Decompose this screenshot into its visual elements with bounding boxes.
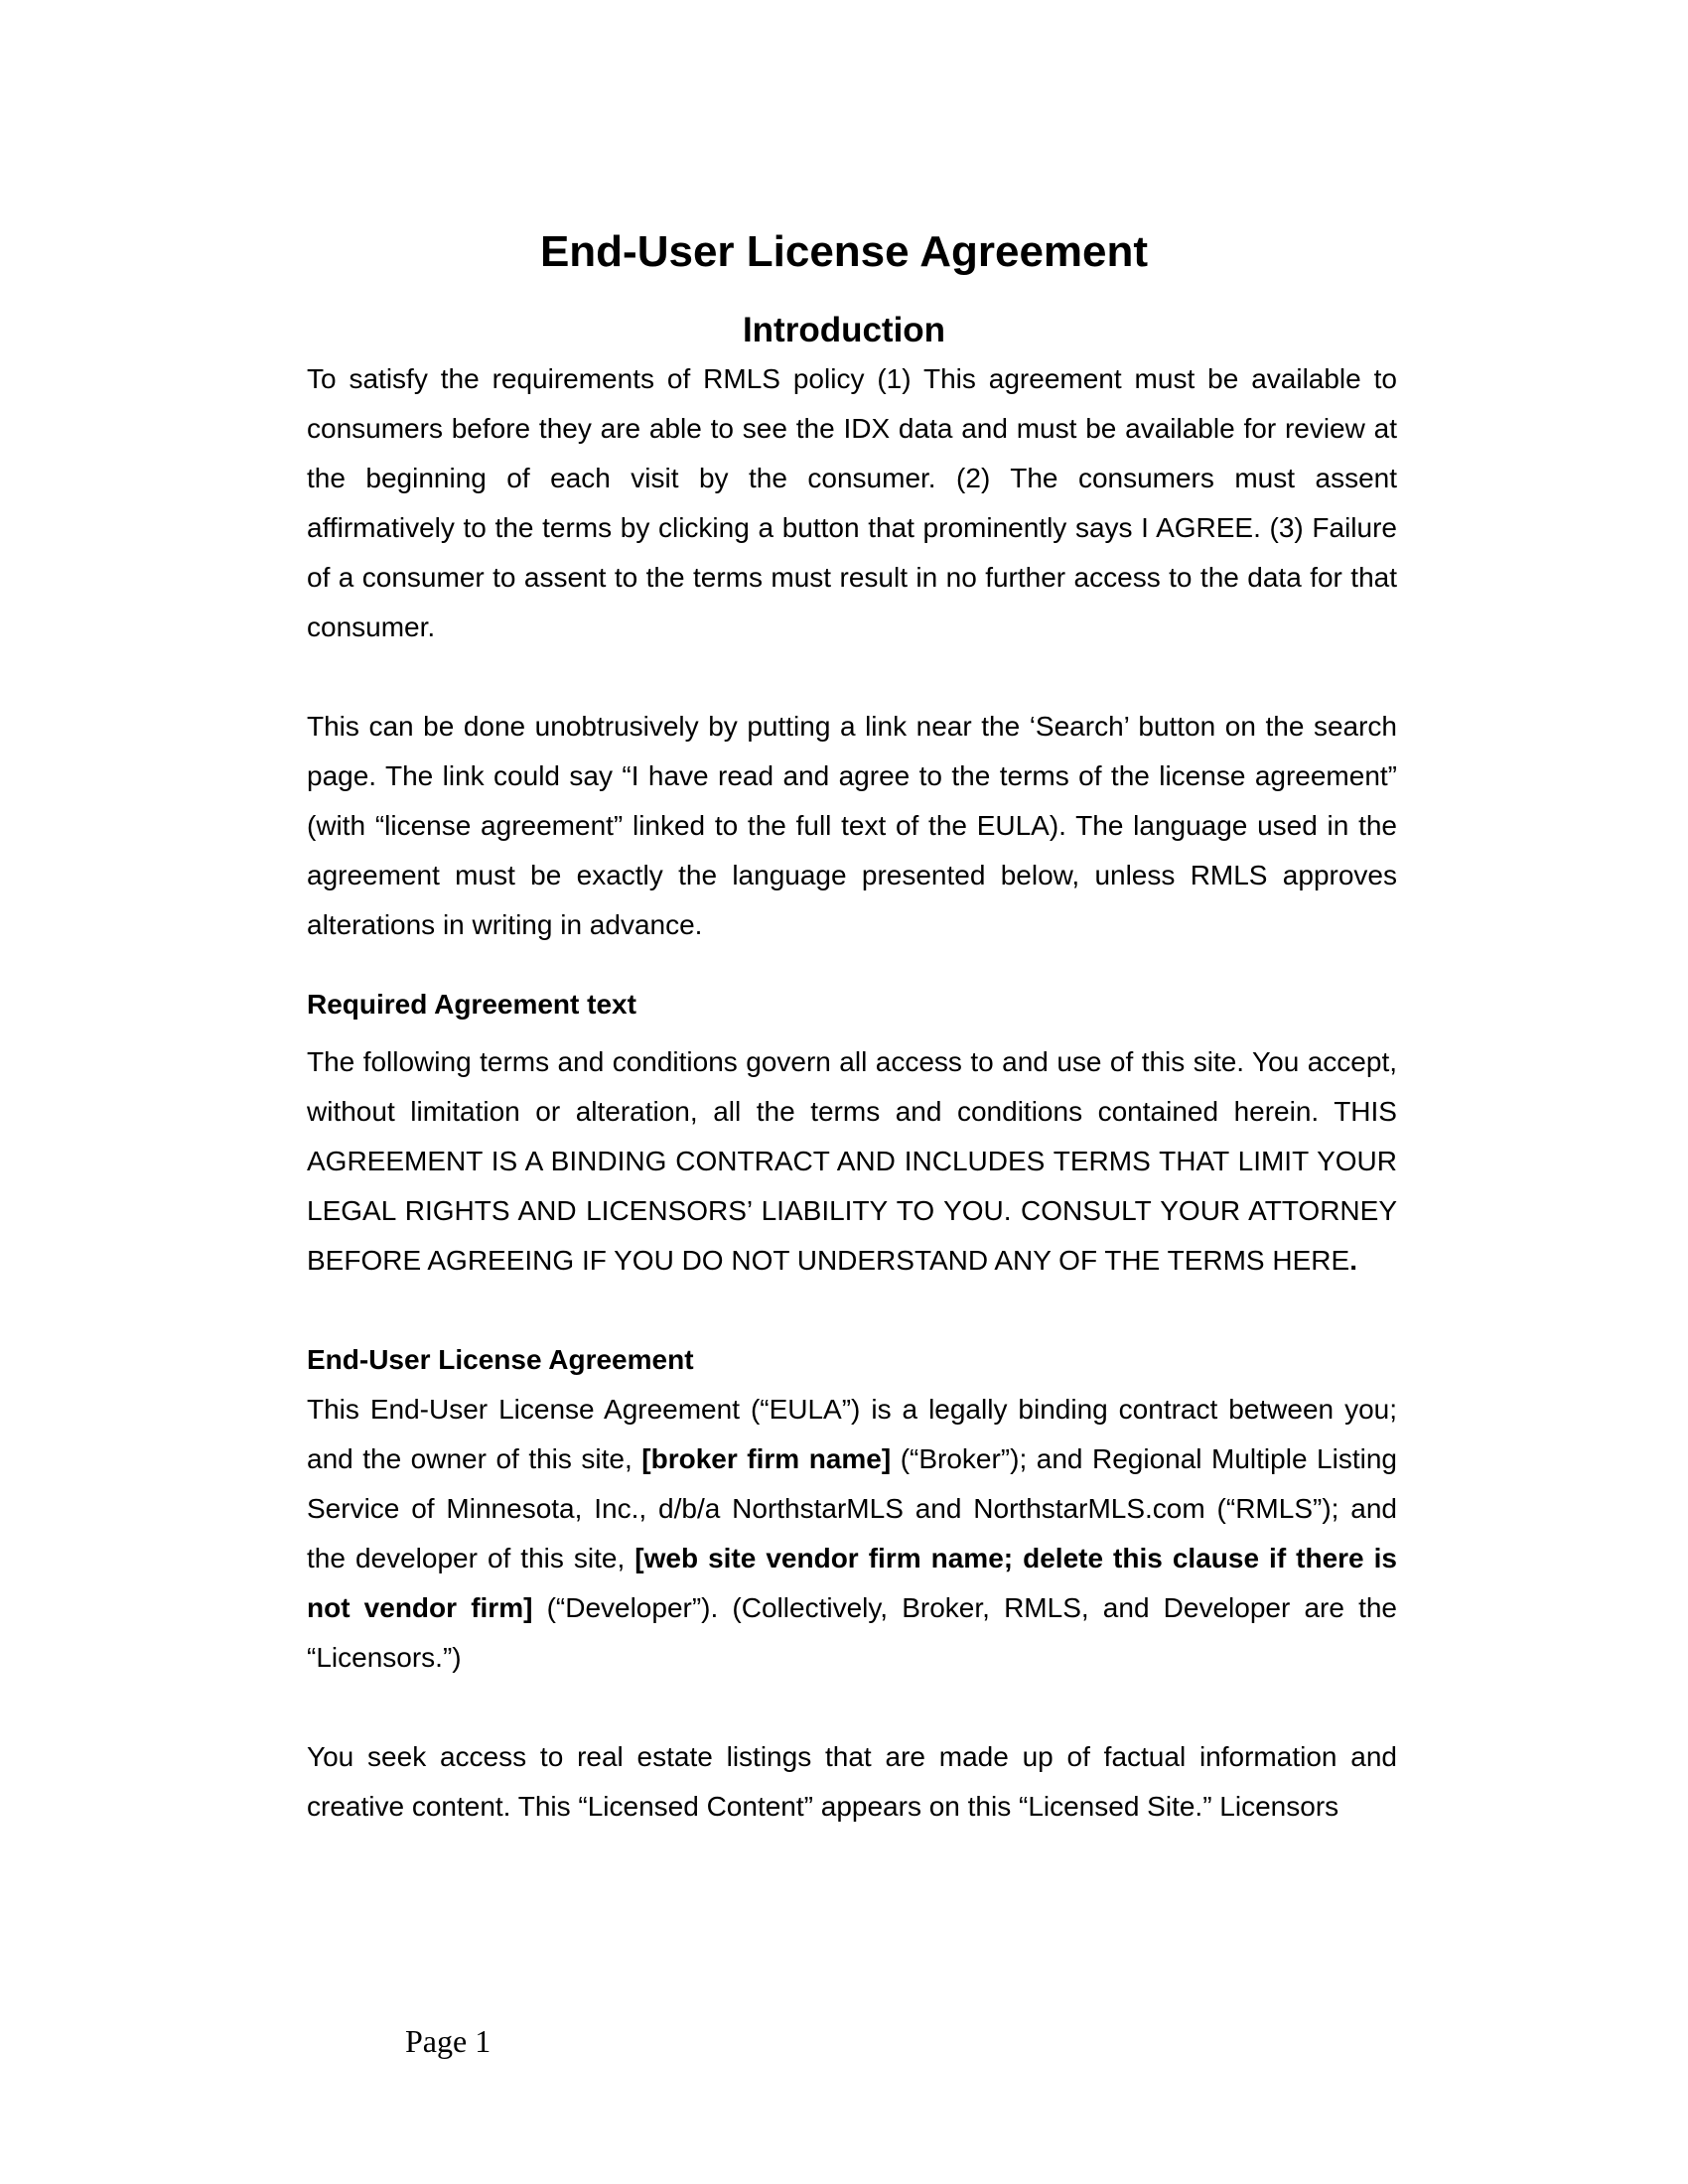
vendor-placeholder: [web site vendor firm name; delete this clause if there is not vendor firm]	[307, 1543, 1398, 1623]
licensed-content-paragraph: You seek access to real estate listings that are made up of factual information and creative content. This “Licensed Content” appears on this “Licensed Site.” Licensors	[307, 1741, 1397, 1822]
broker-placeholder: [broker firm name]	[641, 1443, 892, 1474]
document-title: End-User License Agreement	[539, 227, 1149, 276]
page-number: Page 1	[405, 2023, 492, 2059]
eula-text-part2: (“Broker”); and Regional Multiple Listing Service of Minnesota, Inc., d/b/a NorthstarMLS and NorthstarMLS.com (“RMLS”); and the developer of this site,	[307, 1443, 1397, 1573]
introduction-paragraph: To satisfy the requirements of RMLS policy (1) This agreement must be available to consumers before they are able to see the IDX data and must be available for review at the beginning of each visit by the consumer. (2) The consumers must assent affirmatively to the terms by clicking a button that prominently says I AGREE. (3) Failure of a consumer to assent to the terms must result in no further access to the data for that consumer.	[307, 363, 1397, 642]
eula-text-part1: This End-User License Agreement (“EULA”) is a legally binding contract between you; and the owner of this site,	[307, 1394, 1397, 1474]
paragraph-spacer	[307, 950, 1397, 980]
link-instructions-paragraph: This can be done unobtrusively by putting a link near the ‘Search’ button on the search page. The link could say “I have read and agree to the terms of the license agreement” (with “license agreement” linked to the full text of the EULA). The language used in the agreement must be exactly the language presented below, unless RMLS approves alterations in writing in advance.	[307, 711, 1397, 940]
required-agreement-text: The following terms and conditions govern all access to and use of this site. You accept, without limitation or alteration, all the terms and conditions contained herein. THIS AGREEMENT IS A BINDING CONTRACT AND INCLUDES TERMS THAT LIMIT YOUR LEGAL RIGHTS AND LICENSORS’ LIABILITY TO YOU. CONSULT YOUR ATTORNEY BEFORE AGREEING IF YOU DO NOT UNDERSTAND ANY OF THE TERMS HERE	[307, 1046, 1397, 1276]
eula-text-part3: (“Developer”). (Collectively, Broker, RMLS, and Developer are the “Licensors.”)	[307, 1592, 1397, 1673]
paragraph-spacer	[307, 652, 1397, 702]
required-agreement-paragraph	[307, 1037, 1397, 1286]
eula-heading: End-User License Agreement	[307, 1344, 694, 1375]
document-body	[307, 354, 1397, 1832]
required-agreement-heading: Required Agreement text	[307, 989, 636, 1020]
paragraph-spacer	[307, 1286, 1397, 1335]
paragraph-spacer	[307, 1683, 1397, 1732]
required-agreement-period: .	[1349, 1245, 1357, 1276]
introduction-heading: Introduction	[742, 311, 946, 349]
eula-paragraph	[307, 1385, 1397, 1683]
